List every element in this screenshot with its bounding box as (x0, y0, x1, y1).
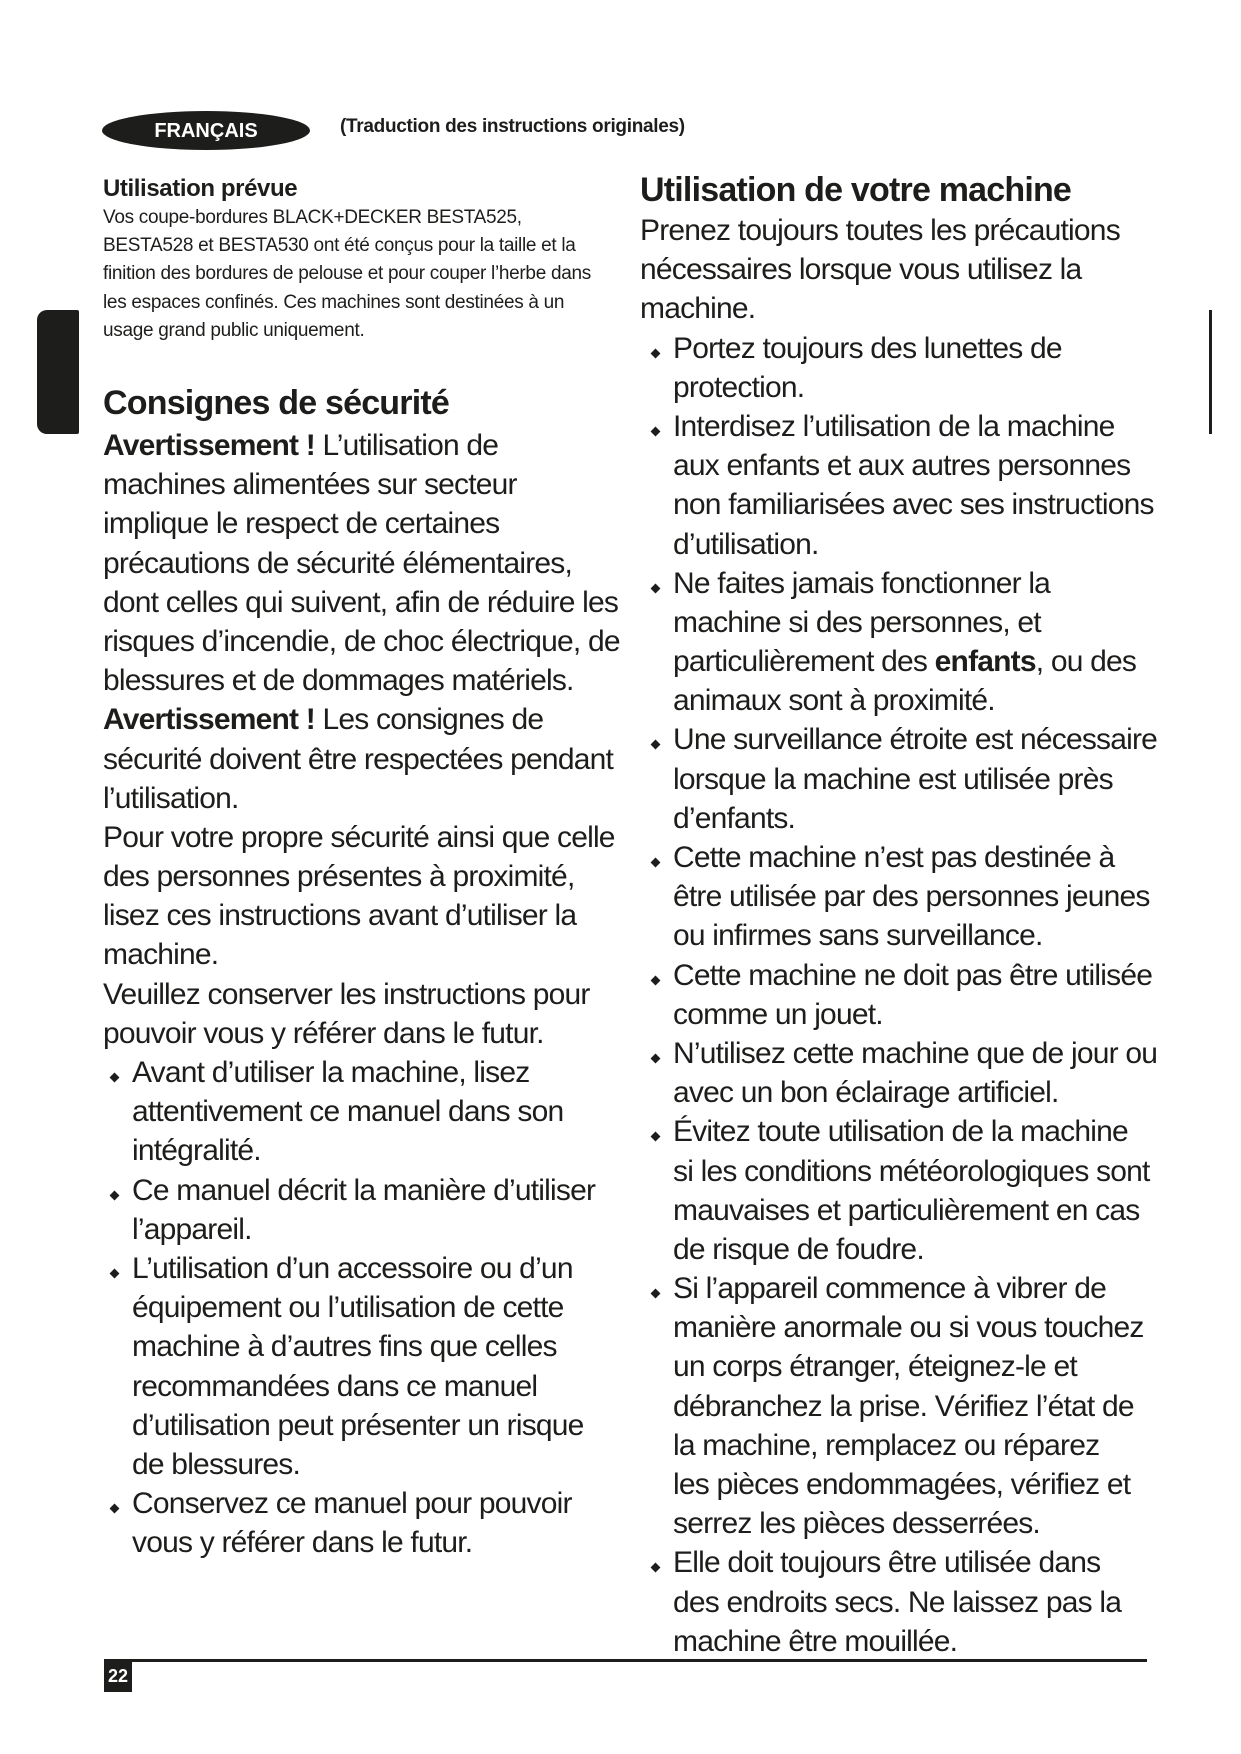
diamond-bullet-icon (651, 1132, 661, 1142)
safety-instructions (103, 426, 620, 1562)
paragraph (103, 975, 620, 1053)
bullet-item (640, 1112, 1157, 1269)
text-line: machine être mouillée. (673, 1624, 958, 1658)
diamond-bullet-icon (651, 426, 661, 436)
text-line: comme un jouet. (673, 997, 883, 1031)
text-line: animaux sont à proximité. (673, 684, 995, 718)
text-line: Prenez toujours toutes les précautions (640, 214, 1120, 247)
text-line: dont celles qui suivent, afin de réduire les (103, 585, 619, 619)
text-line: intégralité. (132, 1134, 261, 1168)
bullet-item (640, 1034, 1157, 1112)
text-line: Une surveillance étroite est nécessaire (673, 723, 1158, 757)
safety-heading: Consignes de sécurité (103, 384, 449, 422)
text-line: Évitez toute utilisation de la machine (673, 1115, 1128, 1149)
text-line: attentivement ce manuel dans son (132, 1095, 564, 1129)
bullet-item (640, 956, 1157, 1034)
language-badge-label: FRANÇAIS (154, 119, 258, 142)
paragraph (103, 818, 620, 975)
text-line: protection. (673, 370, 805, 404)
text-line: Veuillez conserver les instructions pour (103, 977, 590, 1011)
bullet-item (640, 329, 1157, 407)
diamond-bullet-icon (110, 1190, 120, 1200)
paragraph (103, 700, 620, 818)
diamond-bullet-icon (651, 740, 661, 750)
text-line: Avant d’utiliser la machine, lisez (132, 1056, 530, 1089)
text-line: machine si des personnes, et (673, 605, 1041, 639)
text-line: machine. (103, 938, 219, 972)
text-line: N’utilisez cette machine que de jour ou (673, 1036, 1158, 1070)
text-line: vous y référer dans le futur. (132, 1526, 473, 1560)
diamond-bullet-icon (651, 858, 661, 868)
text-line: d’utilisation peut présenter un risque (132, 1408, 584, 1442)
text-line: un corps étranger, éteignez-le et (673, 1350, 1077, 1384)
text-line: Portez toujours des lunettes de (673, 331, 1062, 365)
text-line: l’appareil. (132, 1212, 252, 1246)
text-line: serrez les pièces desserrées. (673, 1507, 1040, 1541)
bullet-item (640, 564, 1157, 721)
text-segment: , ou des (1035, 645, 1137, 679)
diamond-bullet-icon (651, 975, 661, 985)
emphasis-text: Avertissement ! (103, 703, 315, 737)
text-line: Si l’appareil commence à vibrer de (673, 1272, 1107, 1306)
text-line: finition des bordures de pelouse et pour couper l’herbe dans (103, 263, 591, 285)
machine-use-instructions (640, 211, 1157, 1661)
text-line: sécurité doivent être respectées pendant (103, 742, 614, 776)
text-line: d’utilisation. (673, 527, 819, 561)
text-line: machine. (640, 292, 756, 326)
diamond-bullet-icon (110, 1073, 120, 1083)
text-line: les pièces endommagées, vérifiez et (673, 1468, 1131, 1501)
page-number: 22 (104, 1660, 132, 1692)
text-segment: L’utilisation de (314, 429, 499, 462)
language-badge (102, 111, 310, 150)
footer-rule (104, 1659, 1147, 1662)
diamond-bullet-icon (651, 1289, 661, 1299)
text-line: non familiarisées avec ses instructions (673, 488, 1154, 522)
text-line: BESTA528 et BESTA530 ont été conçus pour la taille et la (103, 235, 576, 257)
text-line: Conservez ce manuel pour pouvoir (132, 1487, 572, 1521)
emphasis-text: enfants (934, 645, 1036, 679)
text-line: avec un bon éclairage artificiel. (673, 1076, 1059, 1110)
diamond-bullet-icon (110, 1268, 120, 1278)
bullet-item (103, 1053, 620, 1171)
text-line (673, 642, 1157, 681)
text-line: les espaces confinés. Ces machines sont destinées à un (103, 291, 565, 313)
text-line: ou infirmes sans surveillance. (673, 919, 1043, 953)
text-line: lisez ces instructions avant d’utiliser la (103, 899, 577, 933)
text-line: débranchez la prise. Vérifiez l’état de (673, 1389, 1134, 1423)
text-segment: particulièrement des (673, 645, 935, 679)
diamond-bullet-icon (651, 583, 661, 593)
paragraph (640, 211, 1157, 329)
diamond-bullet-icon (651, 1053, 661, 1063)
machine-use-heading: Utilisation de votre machine (640, 171, 1072, 209)
text-line: machine à d’autres fins que celles (132, 1330, 557, 1364)
emphasis-text: Avertissement ! (103, 429, 315, 462)
text-line: Pour votre propre sécurité ainsi que celle (103, 820, 615, 854)
bullet-item (103, 1171, 620, 1249)
text-line: des endroits secs. Ne laissez pas la (673, 1585, 1122, 1619)
text-line: Cette machine n’est pas destinée à (673, 841, 1115, 874)
text-line: usage grand public uniquement. (103, 319, 365, 341)
text-line: l’utilisation. (103, 781, 239, 815)
text-line: aux enfants et aux autres personnes (673, 449, 1131, 483)
translation-note: (Traduction des instructions originales) (340, 116, 685, 137)
text-line: Interdisez l’utilisation de la machine (673, 409, 1115, 443)
text-line: manière anormale ou si vous touchez (673, 1311, 1144, 1345)
text-line: précautions de sécurité élémentaires, (103, 546, 573, 580)
text-line: Vos coupe-bordures BLACK+DECKER BESTA525, (103, 207, 522, 228)
bullet-item (103, 1249, 620, 1484)
diamond-bullet-icon (651, 1563, 661, 1573)
text-line: Ce manuel décrit la manière d’utiliser (132, 1173, 596, 1207)
text-line: pouvoir vous y référer dans le futur. (103, 1016, 544, 1050)
text-line: implique le respect de certaines (103, 507, 500, 541)
text-line: équipement ou l’utilisation de cette (132, 1291, 564, 1325)
text-line: Ne faites jamais fonctionner la (673, 566, 1051, 600)
text-line: recommandées dans ce manuel (132, 1369, 538, 1403)
text-line: blessures et de dommages matériels. (103, 664, 574, 698)
text-line: machines alimentées sur secteur (103, 468, 517, 502)
bullet-item (103, 1484, 620, 1562)
text-line: la machine, remplacez ou réparez (673, 1428, 1100, 1462)
text-line: des personnes présentes à proximité, (103, 860, 575, 894)
text-line: de blessures. (132, 1447, 301, 1481)
text-line: lorsque la machine est utilisée près (673, 762, 1113, 796)
bullet-item (640, 720, 1157, 838)
paragraph (103, 426, 620, 700)
text-line: de risque de foudre. (673, 1232, 924, 1266)
intended-use-text (103, 204, 591, 345)
diamond-bullet-icon (651, 348, 661, 358)
text-line (103, 700, 620, 739)
text-line: risques d’incendie, de choc électrique, de (103, 624, 620, 658)
text-line: mauvaises et particulièrement en cas (673, 1193, 1140, 1227)
text-segment: Les consignes de (314, 703, 544, 737)
bullet-item (640, 407, 1157, 564)
text-line: d’enfants. (673, 801, 796, 835)
text-line (103, 426, 620, 465)
text-line: Cette machine ne doit pas être utilisée (673, 958, 1153, 992)
margin-rule (1209, 310, 1212, 434)
text-line: nécessaires lorsque vous utilisez la (640, 253, 1082, 287)
section-tab-marker (37, 310, 79, 434)
diamond-bullet-icon (110, 1504, 120, 1514)
bullet-item (640, 838, 1157, 956)
intended-use-heading: Utilisation prévue (103, 175, 298, 202)
text-line: être utilisée par des personnes jeunes (673, 880, 1150, 914)
bullet-item (640, 1269, 1157, 1543)
bullet-item (640, 1543, 1157, 1661)
text-line: Elle doit toujours être utilisée dans (673, 1546, 1101, 1580)
text-line: L’utilisation d’un accessoire ou d’un (132, 1251, 573, 1285)
text-line: si les conditions météorologiques sont (673, 1154, 1150, 1188)
